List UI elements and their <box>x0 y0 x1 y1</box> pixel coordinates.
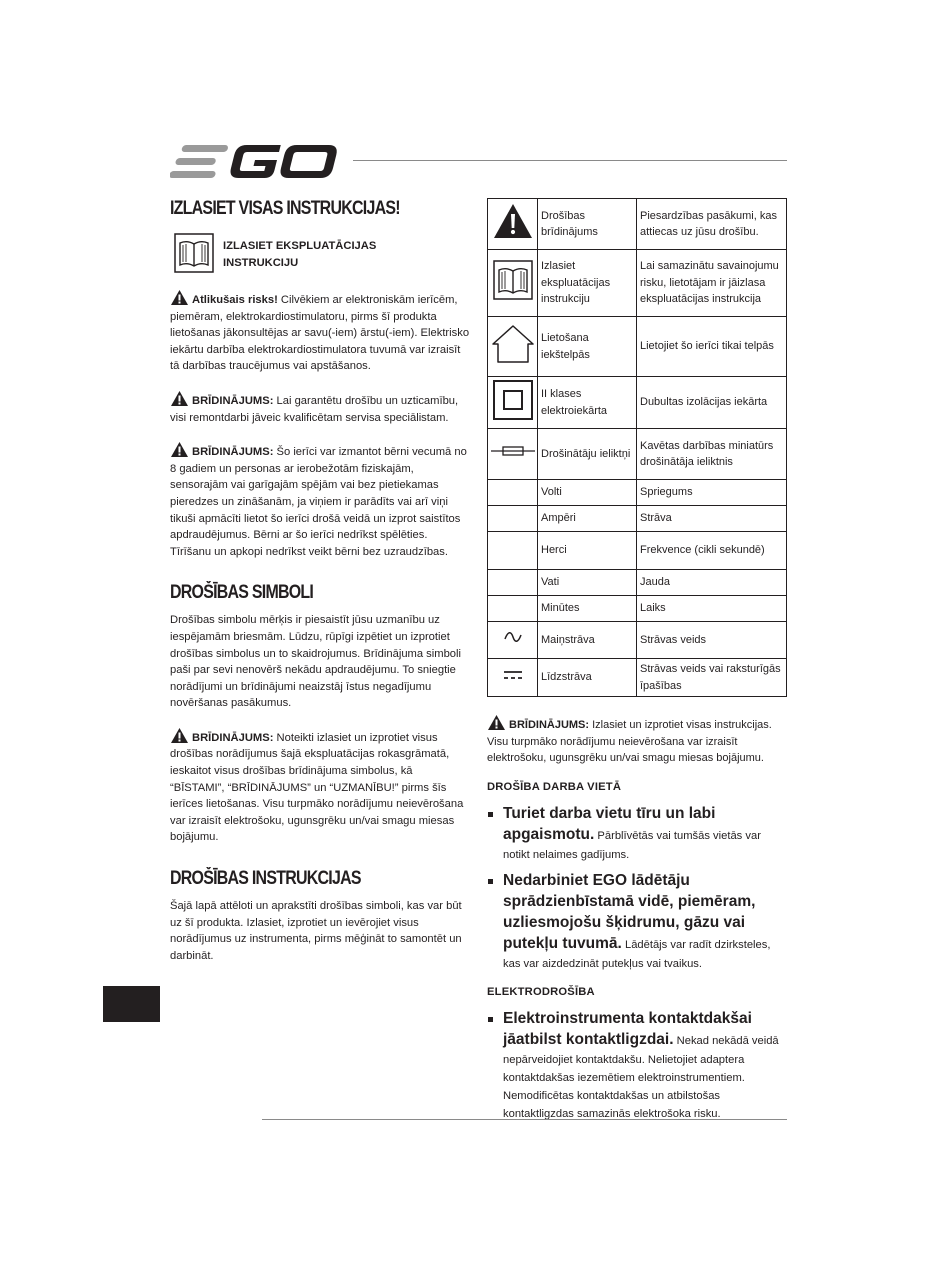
warning-read-all-paragraph <box>170 727 470 846</box>
residual-risk-text: Cilvēkiem ar elektroniskām ierīcēm, piemēram, elektrokardiostimulatoru, pirms šī produkta lietošanas jākonsultējas ar savu(-iem) ārstu(-iem). Elektrisko iekārtu darbība elektrokardiostimulatora tuvumā var izraisīt tā darbības traucējumus vai apstāšanos. <box>170 294 470 373</box>
residual-risk-paragraph <box>170 289 470 375</box>
table-cell-name: II klases elektroiekārta <box>538 377 637 429</box>
table-cell-desc: Frekvence (cikli sekundē) <box>637 532 787 570</box>
table-icon-cell <box>488 429 538 480</box>
table-cell-name: Drošības brīdinājums <box>538 199 637 250</box>
left-column <box>170 198 470 964</box>
warning-children-text: Šo ierīci var izmantot bērni vecumā no 8 gadiem un personas ar ierobežotām fiziskajām, sensorajām vai garīgajām spējām vai bez pietiekamas pieredzes un zināšanām, ja viņiem ir parādīts vai arī viņi tikuši apmācīti lietot šo ierīci drošā veidā un izprot saistītos apdraudējumus. Bērni ar šo ierīci nedrīkst spēlēties. Tīrīšanu un apkopi nedrīkst veikt bērni bez uzraudzības. <box>170 446 467 558</box>
table-cell-name: Lietošana iekštelpās <box>538 317 637 377</box>
heading-read-instructions: IZLASIET VISAS INSTRUKCIJAS! <box>170 198 400 219</box>
table-row <box>488 622 787 659</box>
header-rule <box>353 160 787 161</box>
table-icon-cell <box>488 377 538 429</box>
warning-triangle-icon <box>170 727 189 744</box>
residual-risk-label: Atlikušais risks! <box>192 294 278 306</box>
table-icon-cell <box>488 570 538 596</box>
table-icon-cell <box>488 532 538 570</box>
table-row <box>488 506 787 532</box>
table-cell-desc: Laiks <box>637 596 787 622</box>
alternating-current-icon <box>503 631 523 643</box>
table-icon-cell <box>488 250 538 317</box>
heading-safety-symbols: DROŠĪBAS SIMBOLI <box>170 582 314 604</box>
class-ii-icon <box>492 379 534 421</box>
bullet-heading: Nedarbiniet EGO lādētāju sprādzienbīstamā vidē, piemēram, uzliesmojošu šķidrumu, gāzu vai putekļu tuvumā. <box>503 871 756 952</box>
instructions-intro-paragraph: Šajā lapā attēloti un aprakstīti drošības simboli, kas var būt uz šī produkta. Izlasiet, izprotiet un ievērojiet visus norādījumus uz instrumenta, pirms mēģināt to samontēt un darbināt. <box>170 900 462 962</box>
warning-label: BRĪDINĀJUMS: <box>192 731 274 744</box>
warning-instructions-paragraph <box>487 714 787 767</box>
bullet-square-icon <box>488 812 493 817</box>
warning-triangle-icon <box>487 714 506 731</box>
table-row <box>488 199 787 250</box>
right-column <box>487 198 787 1122</box>
house-icon <box>491 323 535 365</box>
safety-symbols-table <box>487 198 787 697</box>
bullet-heading: Turiet darba vietu tīru un labi apgaismotu. <box>503 804 716 843</box>
direct-current-icon <box>503 669 523 681</box>
table-row <box>488 570 787 596</box>
warning-triangle-icon <box>170 390 189 407</box>
table-cell-name: Vati <box>538 570 637 596</box>
bullet-heading: Elektroinstrumenta kontaktdakšai jāatbilst kontaktligzdai. <box>503 1009 752 1048</box>
table-cell-desc: Strāvas veids vai raksturīgās īpašības <box>637 659 787 697</box>
table-cell-desc: Dubultas izolācijas iekārta <box>637 377 787 429</box>
warning-triangle-icon <box>170 289 189 306</box>
bullet-square-icon <box>488 1017 493 1022</box>
table-row <box>488 429 787 480</box>
symbols-intro-paragraph: Drošības simbolu mērķis ir piesaistīt jūsu uzmanību uz iespējamām briesmām. Lūdzu, rūpīgi izpētiet un izprotiet drošības simbolus un to skaidrojumus. Brīdinājuma simboli paši par sevi nenovērš nekādu apdraudējumu. To sniegtie norādījumi un brīdinājumi neaizstāj īstus negadījumu novēršanas pasākumus. <box>170 614 462 710</box>
table-cell-desc: Jauda <box>637 570 787 596</box>
table-cell-desc: Strāvas veids <box>637 622 787 659</box>
ego-logo <box>170 140 340 184</box>
read-manual-label: IZLASIET EKSPLUATĀCIJAS INSTRUKCIJU <box>223 240 377 269</box>
warning-label: BRĪDINĀJUMS: <box>192 394 274 407</box>
warning-label: BRĪDINĀJUMS: <box>192 446 274 459</box>
table-icon-cell <box>488 199 538 250</box>
table-cell-name: Herci <box>538 532 637 570</box>
bullet-square-icon <box>488 879 493 884</box>
table-row <box>488 480 787 506</box>
table-cell-name: Līdzstrāva <box>538 659 637 697</box>
table-cell-desc: Lai samazinātu savainojumu risku, lietotājam ir jāizlasa ekspluatācijas instrukcija <box>637 250 787 317</box>
list-item <box>487 1008 787 1122</box>
table-row <box>488 250 787 317</box>
warning-label: BRĪDINĀJUMS: <box>509 719 590 731</box>
bullet-text: Nekad nekādā veidā nepārveidojiet kontaktdakšu. Nelietojiet adaptera kontaktdakšas iezemētiem elektroinstrumentiem. Nemodificētas kontaktdakšas un atbilstošas kontaktligzdas samazinās elektrošoka risku. <box>503 1034 779 1120</box>
table-cell-desc: Strāva <box>637 506 787 532</box>
table-cell-name: Maiņstrāva <box>538 622 637 659</box>
table-icon-cell <box>488 506 538 532</box>
footer-rule <box>262 1119 787 1120</box>
table-cell-desc: Piesardzības pasākumi, kas attiecas uz jūsu drošību. <box>637 199 787 250</box>
warning-repair-paragraph <box>170 390 470 426</box>
table-icon-cell <box>488 317 538 377</box>
fuse-icon <box>490 444 536 458</box>
heading-safety-instructions: DROŠĪBAS INSTRUKCIJAS <box>170 868 361 890</box>
table-row <box>488 532 787 570</box>
bullet-text: Lādētājs var radīt dzirksteles, kas var aizdedzināt putekļus vai tvaikus. <box>503 938 771 970</box>
table-cell-desc: Kavētas darbības miniatūrs drošinātāja ieliktnis <box>637 429 787 480</box>
table-cell-desc: Spriegums <box>637 480 787 506</box>
read-manual-icon <box>174 233 214 273</box>
heading-work-area-safety: DROŠĪBA DARBA VIETĀ <box>487 780 622 793</box>
table-icon-cell <box>488 596 538 622</box>
read-manual-block <box>174 233 470 275</box>
table-row <box>488 317 787 377</box>
read-manual-icon <box>493 260 533 300</box>
table-icon-cell <box>488 480 538 506</box>
table-cell-name: Minūtes <box>538 596 637 622</box>
list-item <box>487 870 787 972</box>
warning-triangle-icon <box>170 441 189 458</box>
table-icon-cell <box>488 659 538 697</box>
warning-repair-text: Lai garantētu drošību un uzticamību, visi remontdarbi jāveic kvalificētam servisa speciālistam. <box>170 394 459 424</box>
warning-children-paragraph <box>170 441 470 560</box>
table-cell-name: Drošinātāju ieliktņi <box>538 429 637 480</box>
heading-electrical-safety: ELEKTRODROŠĪBA <box>487 985 595 998</box>
table-cell-name: Volti <box>538 480 637 506</box>
table-row <box>488 377 787 429</box>
warning-read-all-text: Noteikti izlasiet un izprotiet visus drošības norādījumus šajā ekspluatācijas rokasgrāmatā, ieskaitot visus drošības brīdinājuma simbolus, kā “BĪSTAMI”, “BRĪDINĀJUMS” un “UZMANĪBU!” pirms šīs ierīces lietošanas. Visu turpmāko norādījumu neievērošana var izraisīt elektrošoku, ugunsgrēku un/vai smagu miesas bojājumu. <box>170 731 464 844</box>
table-row <box>488 659 787 697</box>
list-item <box>487 803 787 863</box>
table-cell-name: Ampēri <box>538 506 637 532</box>
table-cell-desc: Lietojiet šo ierīci tikai telpās <box>637 317 787 377</box>
bullet-text: Pārblīvētās vai tumšās vietās var notikt nelaimes gadījums. <box>503 829 761 861</box>
warning-instructions-text: Izlasiet un izprotiet visas instrukcijas. Visu turpmāko norādījumu neievērošana var izraisīt elektrošoku, ugunsgrēku un/vai smagu miesas bojājumu. <box>487 719 772 765</box>
side-tab <box>103 986 160 1022</box>
table-icon-cell <box>488 622 538 659</box>
warning-triangle-icon <box>492 201 534 241</box>
table-row <box>488 596 787 622</box>
table-cell-name: Izlasiet ekspluatācijas instrukciju <box>538 250 637 317</box>
